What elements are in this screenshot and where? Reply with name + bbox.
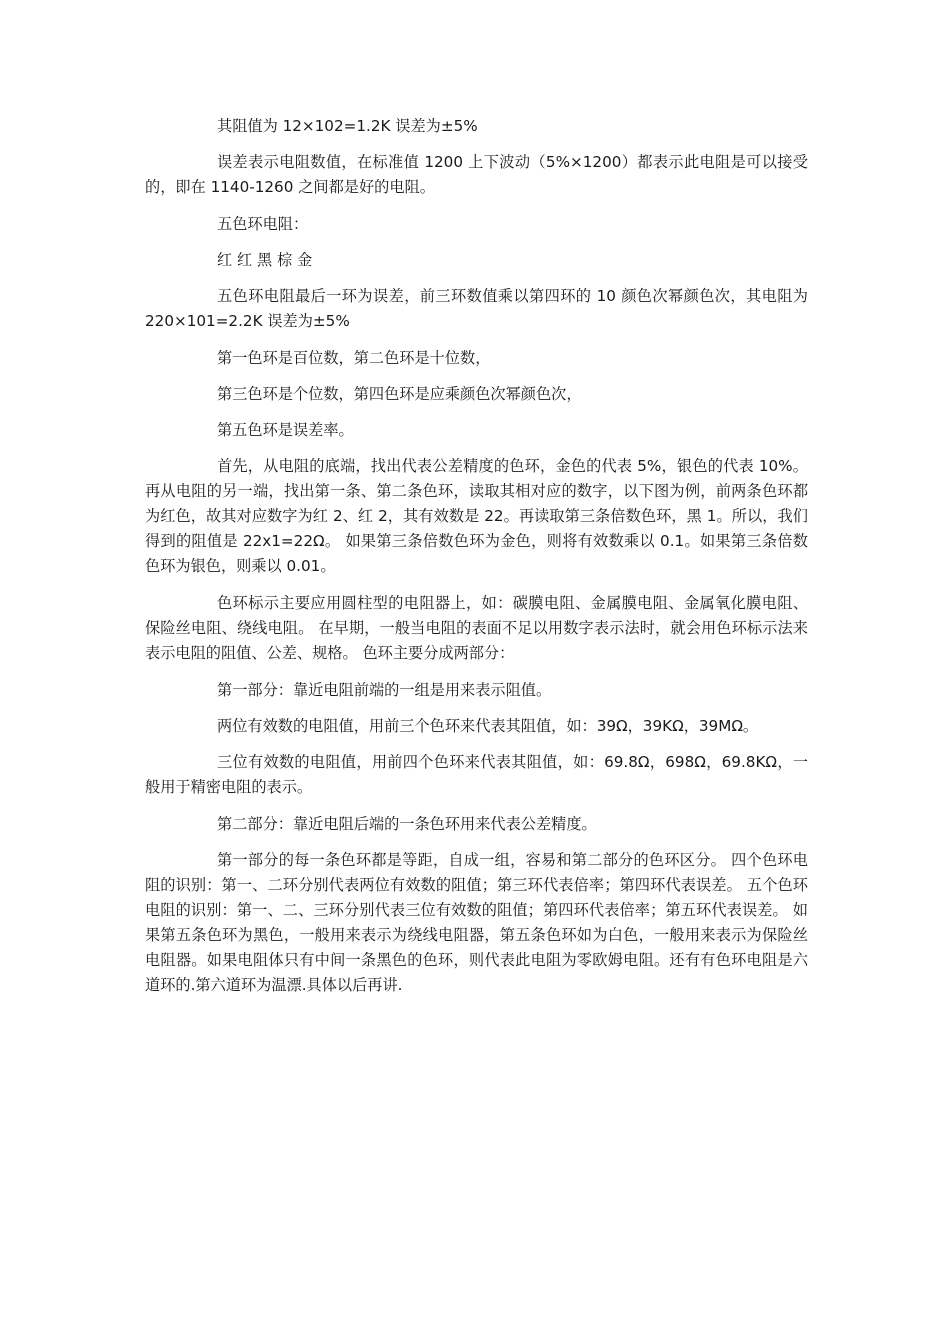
paragraph-part-two: 第二部分：靠近电阻后端的一条色环用来代表公差精度。 <box>217 815 597 833</box>
paragraph-reading-procedure: 首先，从电阻的底端，找出代表公差精度的色环，金色的代表 5%，银色的代表 10%。 再从电阻的另一端，找出第一条、第二条色环，读取其相对应的数字，以下图为例，前两条色环都为红色，故其对应数字为红 2、红 2，其有效数是 22。再读取第三条倍数色环，黑 1。所以，我们得到的阻值是 22x1=22Ω。 如果第三条倍数色环为金色，则将有效数乘以 0.1。如果第三条倍数色环为银色，则乘以 0.01。 <box>145 457 808 575</box>
paragraph-band-three-four: 第三色环是个位数，第四色环是应乘颜色次幂颜色次， <box>217 385 582 403</box>
paragraph-band-one-two: 第一色环是百位数，第二色环是十位数， <box>217 349 491 367</box>
paragraph-part-one: 第一部分：靠近电阻前端的一组是用来表示阻值。 <box>217 681 552 699</box>
paragraph-band-five: 第五色环是误差率。 <box>217 421 354 439</box>
paragraph-color-code-usage: 色环标示主要应用圆柱型的电阻器上，如：碳膜电阻、金属膜电阻、金属氧化膜电阻、保险丝电阻、绕线电阻。 在早期，一般当电阻的表面不足以用数字表示法时，就会用色环标示法来表示电阻的阻值、公差、规格。 色环主要分成两部分： <box>145 594 808 662</box>
paragraph-tolerance-explanation: 误差表示电阻数值，在标准值 1200 上下波动（5%×1200）都表示此电阻是可以接受的，即在 1140-1260 之间都是好的电阻。 <box>145 153 808 196</box>
paragraph-resistance-value: 其阻值为 12×102=1.2K 误差为±5% <box>217 117 478 135</box>
paragraph-three-significant-digits: 三位有效数的电阻值，用前四个色环来代表其阻值，如：69.8Ω，698Ω，69.8KΩ，一般用于精密电阻的表示。 <box>145 753 808 796</box>
document-body <box>145 114 808 1010</box>
paragraph-five-band-calculation: 五色环电阻最后一环为误差，前三环数值乘以第四环的 10 颜色次幂颜色次，其电阻为 220×101=2.2K 误差为±5% <box>145 287 808 330</box>
paragraph-two-significant-digits: 两位有效数的电阻值，用前三个色环来代表其阻值，如：39Ω，39KΩ，39MΩ。 <box>217 717 759 735</box>
paragraph-five-band-heading: 五色环电阻： <box>217 215 309 233</box>
paragraph-five-band-colors: 红 红 黑 棕 金 <box>217 251 313 269</box>
paragraph-band-identification: 第一部分的每一条色环都是等距，自成一组，容易和第二部分的色环区分。 四个色环电阻的识别：第一、二环分别代表两位有效数的阻值；第三环代表倍率；第四环代表误差。 五个色环电阻的识别：第一、二、三环分别代表三位有效数的阻值；第四环代表倍率；第五环代表误差。 如果第五条色环为黑色，一般用来表示为绕线电阻器，第五条色环如为白色，一般用来表示为保险丝电阻器。如果电阻体只有中间一条黑色的色环，则代表此电阻为零欧姆电阻。还有有色环电阻是六道环的.第六道环为温漂.具体以后再讲. <box>145 851 808 994</box>
